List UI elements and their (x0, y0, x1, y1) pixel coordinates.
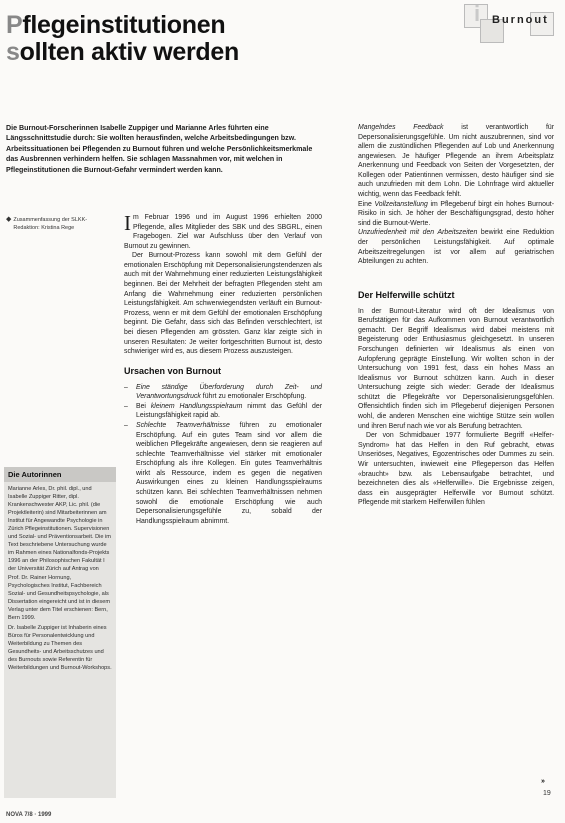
body-paragraph: In der Burnout-Literatur wird oft der Idealismus von Berufstätigen für das Aufkommen von Burnout verantwortlich gemacht. Der Begriff Idealismus wird dabei meistens mit Begeisterung oder Enthusiasmus gleichgesetzt. In unseren Forschungen definierten wir Idealismus als einen von Aufopferung geprägte Einstellung. Wir wollten schon in der Untersuchung von 1991 fest, dass ein hohes Mass an Idealismus vor Burnout schützen kann. Auch in dieser Untersuchung zeigte sich wieder: Gerade der Idealismus schützt die Pflegekräfte vor Depersonalisierungsgefühlen. Offensichtlich finden sich im Pflegeberuf diejenigen Personen wohl, die anderen Menschen eine wichtige Stütze sein wollen und ihren Beruf nach wie vor als Berufung betrachten. (358, 307, 554, 430)
title-line-2: sollten aktiv werden (6, 38, 239, 66)
page-title (6, 12, 326, 66)
body-paragraph: Mangelndes Feedback ist verantwortlich für Depersonalisierungsgefühle. Um nicht auszubrennen, sind vor allem die zustündlichen Pflegenden auf Lob und Anerkennung angewiesen. Je häufiger Pflegende an ihrem Arbeitsplatz Anerkennung und Feedback von Seiten der Vorgesetzten, der Kollegen oder Patientinnen vermissen, desto häufiger sind sie auch unzufrieden mit dem Lohn. Die Lohnfrage wird aktueller wichtig, wenn das Feedback fehlt. (358, 124, 555, 199)
lead-paragraph: Die Burnout-Forscherinnen Isabelle Zuppiger und Marianne Arles führten eine Längsschnittstudie durch: Sie wollten herausfinden, welche Arbeitsbedingungen bzw. Arbeitssituationen bei Pflegenden zu Burnout führen und welche Persönlichkeitsmerkmale das Ausbrennen verhindern helfen. Sie schlagen Massnahmen vor, mit welchen in Pflegeinstitutionen die Burnout-Gefahr vermindert werden kann. (6, 124, 313, 174)
authors-heading: Die Autorinnen (4, 467, 116, 482)
list-item: – Bei kleinem Handlungsspielraum nimmt das Gefühl der Leistungsfähigkeit rapid ab. (124, 402, 322, 421)
authors-body (4, 482, 116, 672)
authors-para-1: Marianne Arles, Dr. phil. dipl., und Isabelle Zuppiger Ritter, dipl. Krankenschwester AKP, Lic. phil. (die Projektleiterin) sind Mitarbeiterinnen am Institut für Angewandte Psychologie in Zürich Pflegeinstitutionen. Supervisionen und Sozial- und Präventionsarbeit. Die im Text beschriebene Untersuchung wurde im Rahmen eines Nationalfonds-Projekts 1996 an der Philosophischen Fakultät I der Universität Zürich auf Antrag von Prof. Dr. Rainer Hornung, Psychologisches Institut, Fachbereich Sozial- und Gesundheitspsychologie, als Dissertation eingereicht und ist in diesem Verlag unter dem Titel erschienen: Bern, Bern 1999. (8, 486, 111, 621)
side-note-text: Zusammenfassung der SLKK-Redaktion: Kristina Rege (13, 217, 88, 232)
subheading-ursachen: Ursachen von Burnout (124, 365, 222, 376)
body-paragraph: Der Burnout-Prozess kann sowohl mit dem Gefühl der emotionalen Erschöpfung mit Depersonalisierungstendenzen als auch mit der Wahrnehmung einer reduzierten Leistungsfähigkeit beginnen. Bei der Mehrheit der befragten Pflegenden steht am Anfang die Wahrnehmung einer reduzierten persönlichen Leistungsfähigkeit. Am schwerwiegendsten verläuft ein Burnout-Prozess, wenn er mit dem Gefühl der emotionalen Erschöpfung beginnt. Die Gefahr, dass sich das Befinden verschlechtert, ist bei diesen Pflegenden am grössten. Ganz klar zeigte sich in unseren Resultaten: Je weiter fortgeschritten Burnout ist, desto schwieriger wird es, aus diesem Prozess auszusteigen. (124, 252, 322, 356)
intro-paragraph: Im Februar 1996 und im August 1996 erhielten 2000 Pflegende, alles Mitglieder des SBK und des SBGRL, einen Fragebogen. Ziel war Aufschluss über den Verlauf von Burnout zu gewinnen. (124, 211, 322, 250)
authors-para-2: Dr. Isabelle Zuppiger ist Inhaberin eines Büros für Personalentwicklung und Weiterbildung zu Themen des Gesundheits- und Arbeitsschutzes und des Burnouts sowie Referentin für Weiterbildungen und Burnout-Workshops. (8, 624, 112, 672)
list-item: – Schlechte Teamverhältnisse führen zu emotionaler Erschöpfung. Auf ein gutes Team sind vor allem die weiblichen Pflegekräfte angewiesen, denn sie reagieren auf schlechte Teamverhältnisse viel stärker mit emotionaler Erschöpfung als ihre Kollegen. Ein gutes Teamverhältnis wirkt als Ressource, indem es gegen die negativen Auswirkungen eines zu kleinen Handlungsspielraums schützen kann. Bei schlechten Teamverhältnissen nehmen sowohl die emotionale Erschöpfung wie auch Depersonalisierungsgefühle zu, sobald der Handlungsspielraum abnimmt. (124, 421, 322, 526)
authors-box (4, 467, 116, 798)
column-middle (124, 213, 322, 526)
section-label: Burnout (492, 14, 549, 26)
section-tag (464, 1, 556, 44)
column-right (358, 123, 554, 508)
page-number: 19 (543, 790, 551, 797)
list-item: – Eine ständige Überforderung durch Zeit- und Verantwortungsdruck führt zu emotionaler Erschöpfung. (124, 383, 322, 402)
side-note (6, 216, 114, 233)
info-i-icon: i (474, 1, 481, 26)
end-mark: » (541, 778, 545, 785)
diamond-bullet-icon: ◆ (6, 216, 12, 223)
body-paragraph: Unzufriedenheit mit den Arbeitszeiten bewirkt eine Reduktion der persönlichen Leistungsfähigkeit. Auf optimale Arbeitszeitregelungen ist vor allem auf geriatrischen Abteilungen zu achten. (358, 229, 554, 266)
causes-list (124, 383, 322, 527)
subheading-helferwille: Der Helferwille schützt (358, 289, 455, 300)
title-line-1: Pflegeinstitutionen (6, 11, 226, 39)
drop-cap: I (124, 211, 131, 235)
body-paragraph: Eine Vollzeitanstellung im Pflegeberuf birgt ein hohes Burnout-Risiko in sich. Je höher der Beschäftigungsgrad, desto höher sind die Burnout-Werte. (358, 200, 554, 227)
footer-publication: NOVA 7/8 · 1999 (6, 812, 52, 818)
body-paragraph: Der von Schmidbauer 1977 formulierte Begriff «Helfer-Syndrom» hat das Helfen in den Ruf gebracht, etwas Unseriöses, Negatives, Egozentrisches oder Dummes zu sein. Wir untersuchten, inwieweit eine Pflegeperson das Helfen «braucht» bzw. als Lebensaufgabe betrachtet, und bezeichneten dies als «Helferwille». Die Ergebnisse zeigen, dass ein ausgeprägter Helferwille vor Burnout schützt. Pflegende mit starkem Helferwillen fühlen (358, 432, 554, 507)
